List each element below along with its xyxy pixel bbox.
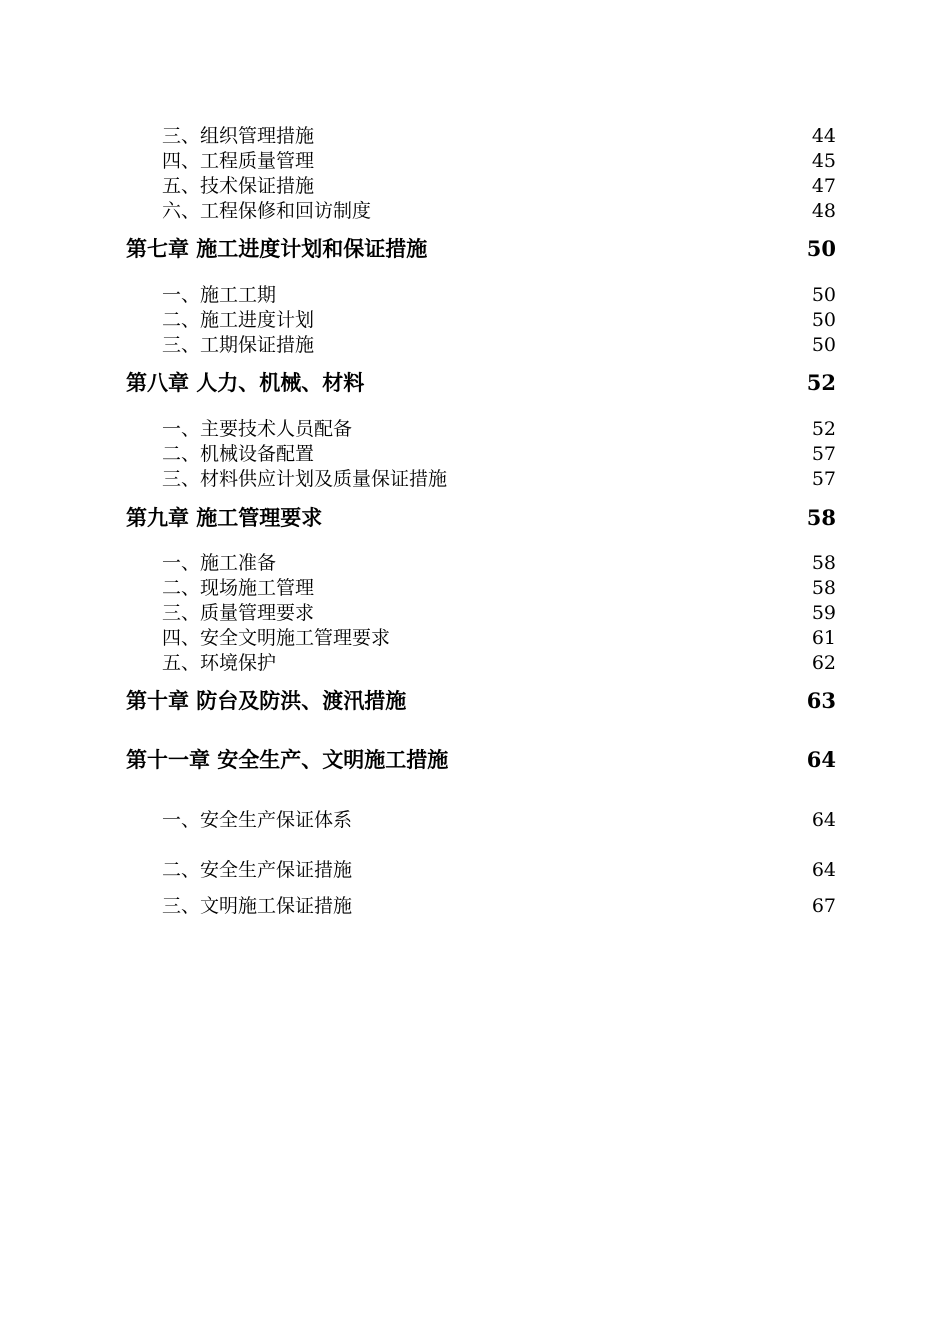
toc-entry[interactable] [162,333,836,357]
toc-entry-page: 50 [811,309,836,331]
toc-entry[interactable] [162,442,836,466]
toc-entry[interactable] [162,576,836,600]
toc-entry-label: 四、安全文明施工管理要求 [162,627,391,649]
toc-chapter[interactable] [126,746,836,774]
toc-chapter[interactable] [126,687,836,715]
toc-chapter-page: 58 [806,505,836,530]
toc-entry-page: 52 [811,418,836,440]
toc-chapter-label: 第九章 施工管理要求 [126,505,323,530]
toc-entry-label: 三、组织管理措施 [162,125,315,147]
toc-entry-page: 50 [811,284,836,306]
toc-entry[interactable] [162,601,836,625]
toc-entry-label: 二、现场施工管理 [162,577,315,599]
toc-entry-label: 四、工程质量管理 [162,150,315,172]
toc-entry-label: 三、材料供应计划及质量保证措施 [162,468,448,490]
toc-chapter-page: 50 [806,236,836,261]
toc-entry-label: 一、安全生产保证体系 [162,809,353,831]
toc-entry[interactable] [162,894,836,918]
toc-entry-label: 二、施工进度计划 [162,309,315,331]
toc-chapter[interactable] [126,235,836,263]
toc-entry-page: 59 [811,602,836,624]
toc-entry-page: 44 [811,125,836,147]
toc-chapter-label: 第十章 防台及防洪、渡汛措施 [126,688,407,713]
toc-entry[interactable] [162,283,836,307]
toc-entry[interactable] [162,149,836,173]
toc-entry[interactable] [162,626,836,650]
toc-entry[interactable] [162,199,836,223]
toc-entry-label: 一、施工工期 [162,284,277,306]
toc-entry-page: 48 [811,200,836,222]
toc-entry[interactable] [162,467,836,491]
toc-chapter-page: 52 [806,370,836,395]
toc-entry-label: 三、质量管理要求 [162,602,315,624]
toc-entry[interactable] [162,808,836,832]
toc-entry-page: 62 [811,652,836,674]
toc-entry[interactable] [162,417,836,441]
toc-chapter[interactable] [126,369,836,397]
toc-entry-label: 一、主要技术人员配备 [162,418,353,440]
toc-entry-page: 57 [811,443,836,465]
toc-entry-label: 一、施工准备 [162,552,277,574]
toc-entry-label: 六、工程保修和回访制度 [162,200,372,222]
toc-chapter-page: 63 [806,688,836,713]
toc-entry-page: 45 [811,150,836,172]
toc-chapter[interactable] [126,504,836,532]
toc-chapter-label: 第七章 施工进度计划和保证措施 [126,236,428,261]
toc-entry-label: 三、工期保证措施 [162,334,315,356]
toc-entry-label: 五、环境保护 [162,652,277,674]
toc-entry-page: 50 [811,334,836,356]
toc-entry[interactable] [162,858,836,882]
toc-chapter-label: 第八章 人力、机械、材料 [126,370,365,395]
toc-chapter-label: 第十一章 安全生产、文明施工措施 [126,747,449,772]
toc-entry-page: 64 [811,809,836,831]
toc-entry[interactable] [162,308,836,332]
toc-entry[interactable] [162,124,836,148]
toc-chapter-page: 64 [806,747,836,772]
toc-entry[interactable] [162,551,836,575]
toc-entry-page: 58 [811,552,836,574]
toc-entry-label: 三、文明施工保证措施 [162,895,353,917]
toc-entry-page: 47 [811,175,836,197]
toc-entry-page: 67 [811,895,836,917]
toc-entry-page: 64 [811,859,836,881]
toc-entry[interactable] [162,174,836,198]
toc-entry-page: 58 [811,577,836,599]
toc-entry-label: 二、机械设备配置 [162,443,315,465]
toc-entry-page: 57 [811,468,836,490]
toc-entry-label: 二、安全生产保证措施 [162,859,353,881]
toc-entry-label: 五、技术保证措施 [162,175,315,197]
toc-entry[interactable] [162,651,836,675]
toc-entry-page: 61 [811,627,836,649]
